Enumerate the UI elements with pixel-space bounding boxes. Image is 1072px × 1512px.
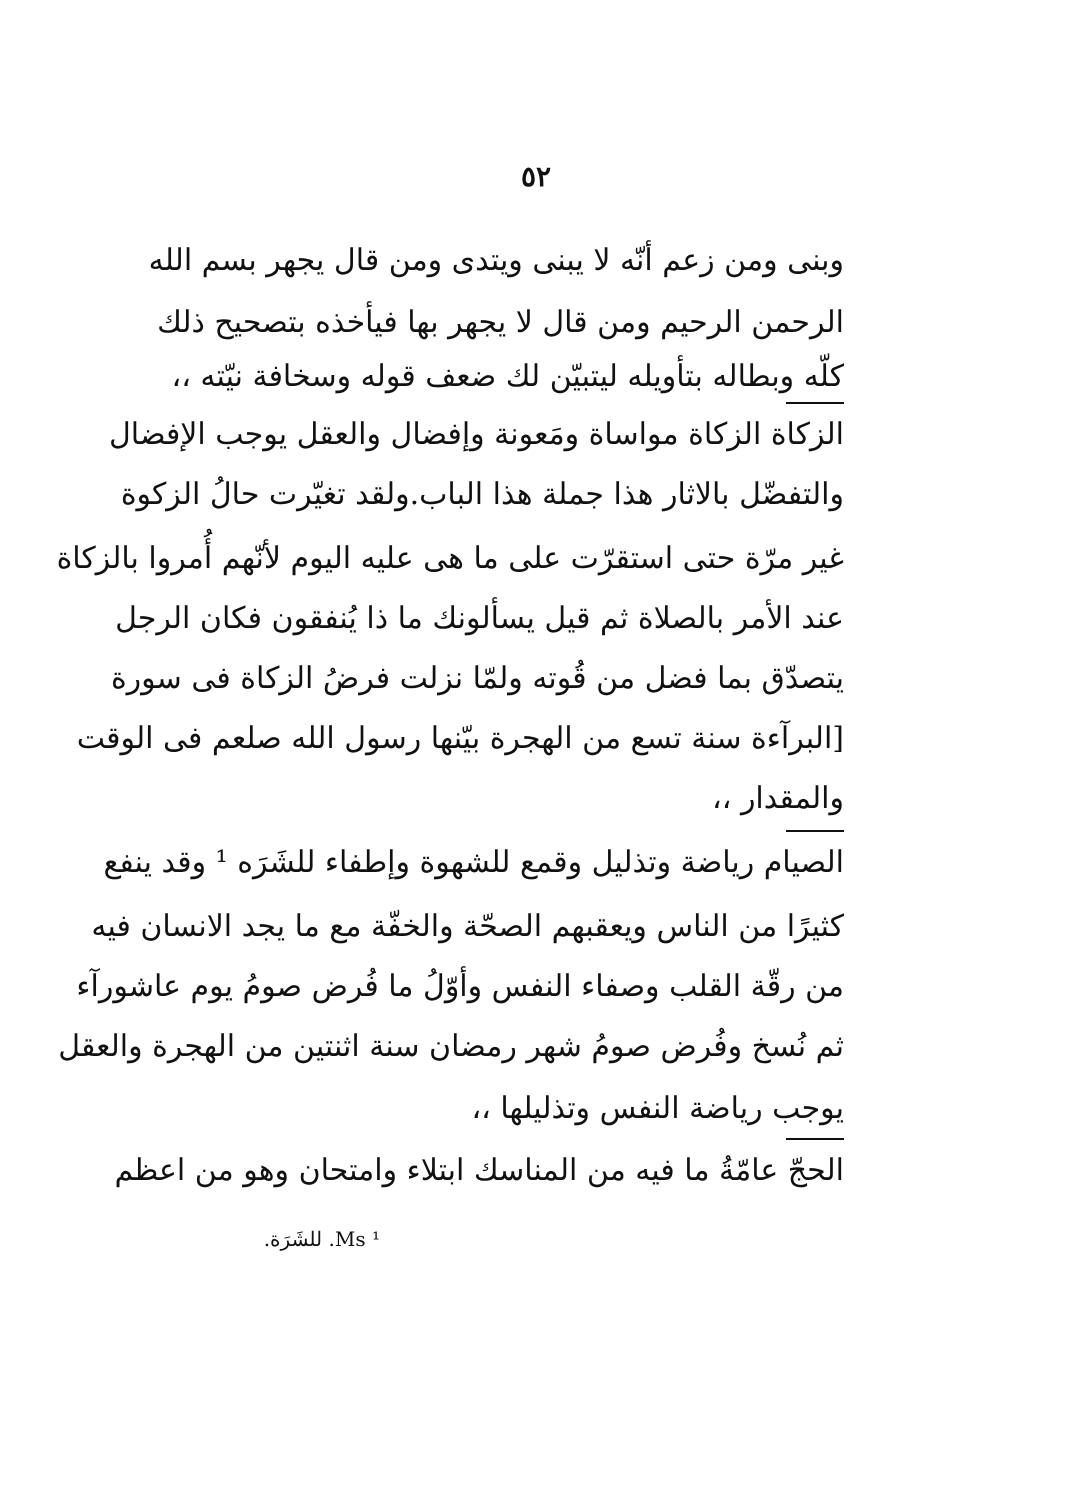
text-line: ثم نُسخ وفُرض صومُ شهر رمضان سنة اثنتين من الهجرة والعقل xyxy=(58,1029,844,1064)
text-line: يوجب رياضة النفس وتذليلها ،، xyxy=(471,1091,844,1126)
text-line: الحجّ عامّةُ ما فيه من المناسك ابتلاء وامتحان وهو من اعظم xyxy=(114,1153,844,1188)
text-line: يتصدّق بما فضل من قُوته ولمّا نزلت فرضُ الزكاة فى سورة xyxy=(110,661,844,696)
text-line: وبنى ومن زعم أنّه لا يبنى ويتدى ومن قال يجهر بسم الله xyxy=(148,243,844,278)
text-line: والتفضّل بالاثار هذا جملة هذا الباب.ولقد تغيّرت حالُ الزكوة xyxy=(120,477,844,512)
text-line: الرحمن الرحيم ومن قال لا يجهر بها فيأخذه بتصحيح ذلك xyxy=(157,305,844,340)
section-rule-siyam xyxy=(786,830,844,832)
page-number: ٥٢ xyxy=(520,160,552,193)
text-line: الزكاة الزكاة مواساة ومَعونة وإفضال والعقل يوجب الإفضال xyxy=(109,417,844,452)
section-rule-zakat xyxy=(786,402,844,404)
text-line: كلّه وبطاله بتأويله ليتبيّن لك ضعف قوله وسخافة نيّته ،، xyxy=(171,359,844,394)
text-line: [البرآءة سنة تسع من الهجرة بيّنها رسول الله صلعم فى الوقت xyxy=(76,721,844,756)
text-line: عند الأمر بالصلاة ثم قيل يسألونك ما ذا يُنفقون فكان الرجل xyxy=(115,601,844,636)
footnote: ¹ Ms. للشَرَة. xyxy=(263,1227,380,1251)
text-line: كثيرًا من الناس ويعقبهم الصحّة والخفّة مع ما يجد الانسان فيه xyxy=(91,909,844,944)
text-line: والمقدار ،، xyxy=(712,781,844,816)
text-line: غير مرّة حتى استقرّت على ما هى عليه اليوم لأنّهم أُمروا بالزكاة xyxy=(56,541,844,576)
text-line: الصيام رياضة وتذليل وقمع للشهوة وإطفاء للشَرَه ¹ وقد ينفع xyxy=(103,845,844,880)
main-text xyxy=(56,0,844,1512)
section-rule-hajj xyxy=(786,1138,844,1140)
text-line: من رقّة القلب وصفاء النفس وأوّلُ ما فُرض صومُ يوم عاشورآء xyxy=(76,969,844,1004)
